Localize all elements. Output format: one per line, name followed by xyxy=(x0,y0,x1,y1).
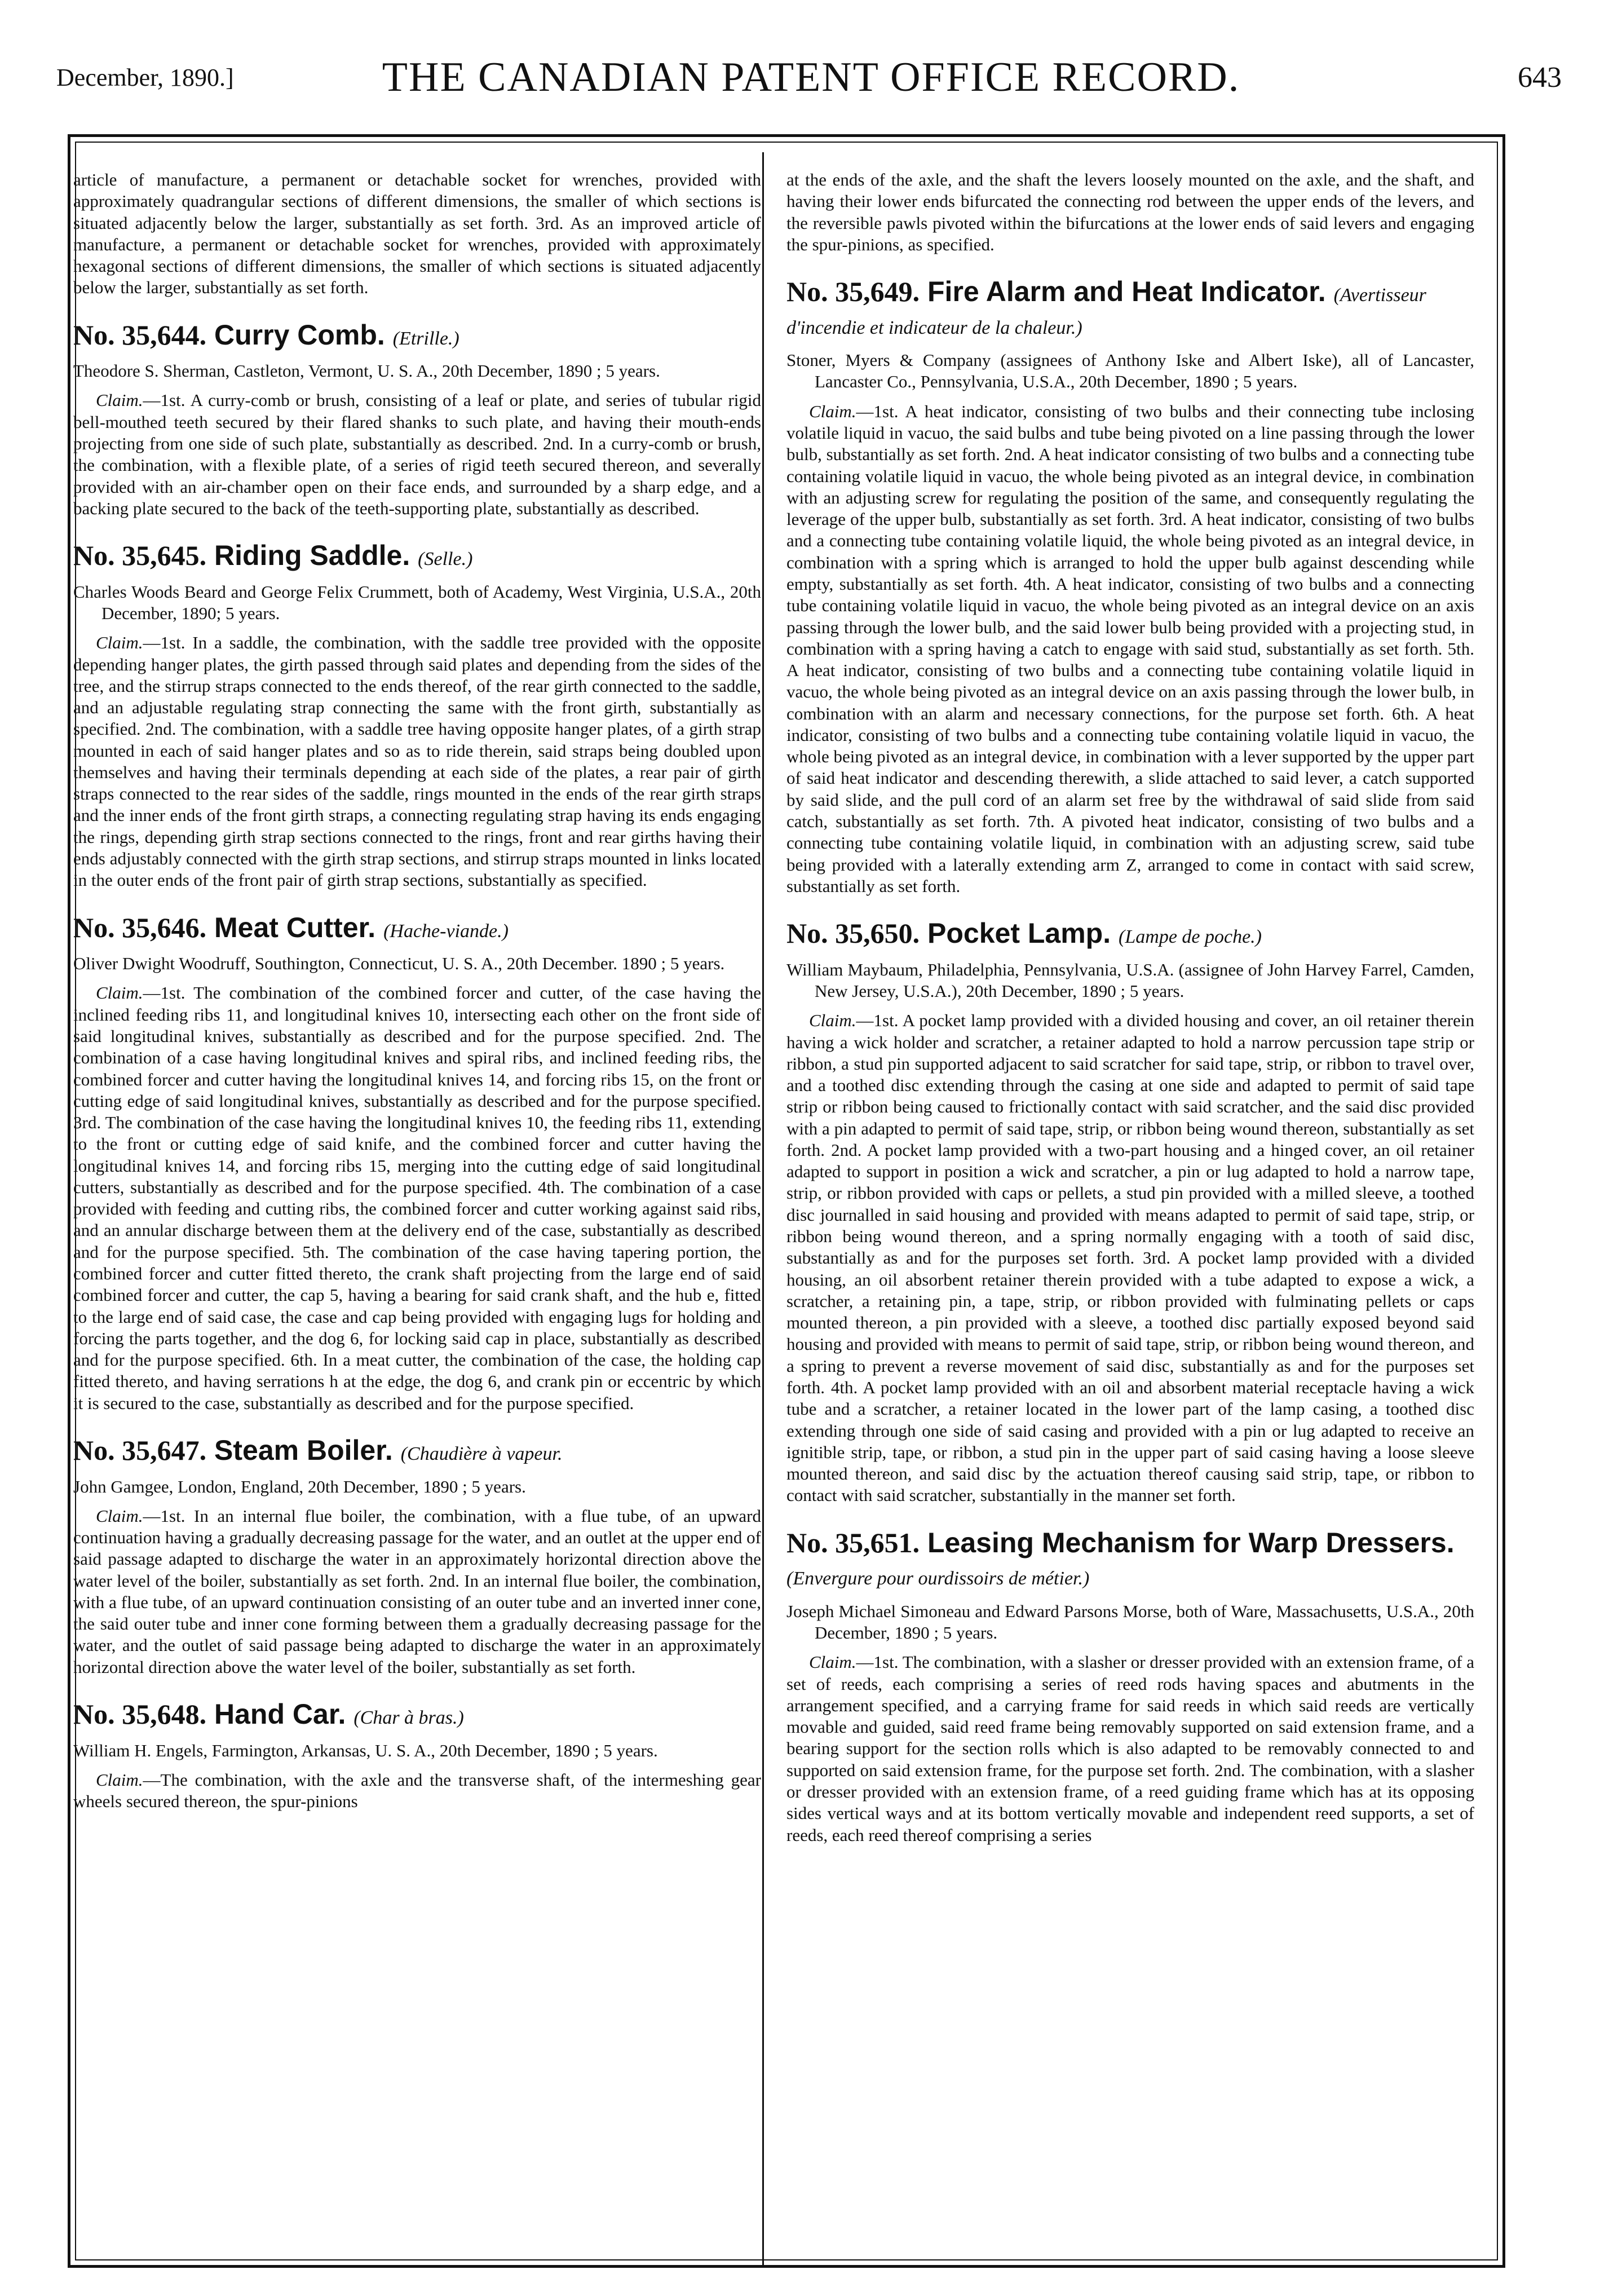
claim-label: Claim. xyxy=(809,401,856,421)
french-title: (Chaudière à vapeur. xyxy=(400,1443,563,1464)
claim-body: —1st. The combination, with a slasher or dresser provided with an extension frame, of a set of reeds, each comprising a series of reed rods having spaces and abutments in the arrangement specified, and a carrying frame for said reeds in which said reeds are vertically movable and guided, said reed frame being removably supported on said extension frame, and a bearing support for the section rolls which is also adapted to be removably connected to and supported on said extension frame, for the purpose set forth. 2nd. The combination, with a slasher or dresser provided with an extension frame, of a reed guiding frame which has at its opposing sides vertical ways and at its bottom vertically movable and independent reed supports, a set of reeds, each reed thereof comprising a series xyxy=(786,1652,1474,1845)
patent-heading-35648 xyxy=(73,1698,761,1731)
page-header xyxy=(0,0,1622,130)
patent-number: No. 35,645. xyxy=(73,540,207,572)
patentee: William H. Engels, Farmington, Arkansas, U. S. A., 20th December, 1890 ; 5 years. xyxy=(73,1740,658,1760)
patent-title: Meat Cutter. xyxy=(214,911,376,943)
patent-title: Riding Saddle. xyxy=(214,540,410,572)
left-column xyxy=(73,169,761,2261)
patent-heading-35650 xyxy=(786,917,1474,950)
claim-body: —1st. In an internal flue boiler, the combination, with a flue tube, of an upward continuation having a gradually decreasing passage for the water, and an outlet at the upper end of said passage adapted to discharge the water in an approximately horizontal direction above the water level of the boiler, substantially as set forth. 2nd. In an internal flue boiler, the combination, with a flue tube, of an upward continuation consisting of an outer tube and an inverted inner cone, the said outer tube and inner cone forming between them a gradually decreasing passage for the water, and the outlet of said passage being adapted to discharge the water in an approximately horizontal direction above the water level of the boiler, substantially as set forth. xyxy=(73,1505,761,1677)
patentee: Oliver Dwight Woodruff, Southington, Connecticut, U. S. A., 20th December. 1890 ; 5 years. xyxy=(73,953,725,974)
right-column xyxy=(786,169,1474,2261)
patent-heading-35645 xyxy=(73,540,761,572)
patentee: John Gamgee, London, England, 20th December, 1890 ; 5 years. xyxy=(73,1476,526,1496)
claim-text xyxy=(73,1769,761,1813)
patent-number: No. 35,651. xyxy=(786,1526,920,1558)
french-title: (Lampe de poche.) xyxy=(1119,926,1262,948)
claim-text xyxy=(786,1010,1474,1506)
continued-text: article of manufacture, a permanent or detachable socket for wrenches, provided with approximately quadrangular sections of different dimensions, the smaller of which sections is situated adjacently below the larger, substantially as set forth. 3rd. As an improved article of manufacture, a permanent or detachable socket for wrenches, provided with approximately hexagonal sections of different dimensions, the smaller of which sections is situated adjacently below the larger, substantially as set forth. xyxy=(73,170,761,298)
claim-body: —1st. The combination of the combined forcer and cutter, of the case having the inclined feeding ribs 11, and longitudinal knives 10, intersecting each other on the front side of said longitudinal knives, substantially as described and for the purpose specified. 2nd. The combination of a case having longitudinal knives and spiral ribs, and inclined feeding ribs, the combined forcer and cutter having the longitudinal knives 14, and forcing ribs 15, on the front or cutting edge of said longitudinal knives, substantially as described and for the purpose specified. 3rd. The combination of the case having the longitudinal knives 10, the feeding ribs 11, extending to the front or cutting edge of said knife, and the combined forcer and cutter having the longitudinal knives 14, and forcing ribs 15, merging into the cutting edge of said longitudinal cutters, substantially as described and for the purpose specified. 4th. The combination of a case provided with feeding and cutting ribs, the combined forcer and cutter working against said ribs, and an annular discharge between them at the delivery end of the case, substantially as described and for the purpose specified. 5th. The combination of the case having tapering portion, the combined forcer and cutter fitted thereto, the crank shaft projecting from the large end of said combined forcer and cutter, the cap 5, having a bearing for said crank shaft, and the hub e, fitted to the large end of said case, the case and cap being provided with engaging lugs for holding and forcing the parts together, and the dog 6, for locking said cap in place, substantially as described and for the purpose specified. 6th. In a meat cutter, the combination of the case, the holding cap fitted thereto, and having serrations h at the edge, the dog 6, and crank pin or eccentric by which it is secured to the case, substantially as described and for the purpose specified. xyxy=(73,983,761,1413)
patentee: Theodore S. Sherman, Castleton, Vermont, U. S. A., 20th December, 1890 ; 5 years. xyxy=(73,361,660,381)
claim-text xyxy=(73,1505,761,1678)
publication-title: THE CANADIAN PATENT OFFICE RECORD. xyxy=(382,54,1240,100)
french-title: (Hache-viande.) xyxy=(383,920,509,942)
french-title: (Envergure pour ourdissoirs de métier.) xyxy=(786,1568,1090,1589)
patent-heading-35646 xyxy=(73,912,761,944)
claim-label: Claim. xyxy=(96,983,143,1003)
patent-title: Leasing Mechanism for Warp Dressers. xyxy=(927,1526,1455,1558)
patent-title: Curry Comb. xyxy=(214,319,385,351)
claim-text xyxy=(786,1652,1474,1846)
french-title: (Avertisseur d'incendie et indicateur de la chaleur.) xyxy=(786,285,1426,338)
claim-body: —1st. A curry-comb or brush, consisting of a leaf or plate, and series of tubular rigid bell-mouthed teeth secured by their flared shanks to such plate, and having their mouth-ends projecting from one side of such plate, substantially as described. 2nd. In a curry-comb or brush, the combination, with a flexible plate, of a series of rigid teeth secured thereon, and severally provided with an air-chamber open on their face ends, and surrounded by a sharp edge, and a backing plate secured to the back of the teeth-supporting plate, substantially as described. xyxy=(73,390,761,518)
issue-date: December, 1890.] xyxy=(56,64,234,91)
claim-label: Claim. xyxy=(809,1010,856,1031)
claim-text xyxy=(73,982,761,1414)
claim-body: —1st. A heat indicator, consisting of two bulbs and their connecting tube inclosing volatile liquid in vacuo, the said bulbs and tube being pivoted on a line passing through the lower bulb, substantially as set forth. 2nd. A heat indicator consisting of two bulbs and a connecting tube containing volatile liquid in vacuo, the whole being pivoted as an integral device, in combination with an adjusting screw for regulating the position of the same, and consequently regulating the leverage of the upper bulb, substantially as set forth. 3rd. A heat indicator, consisting of two bulbs and a connecting tube containing volatile liquid, the whole being pivoted as an integral device, in combination with a spring which is arranged to hold the upper bulb against descending while empty, substantially as set forth. 4th. A heat indicator, consisting of two bulbs and a connecting tube containing volatile liquid in vacuo, the whole being pivoted as an integral device on an axis passing through the lower bulb, and the said lower bulb being provided with a projecting stud, in combination with a spring having a catch to engage with said stud, substantially as set forth. 5th. A heat indicator, consisting of two bulbs and a connecting tube containing volatile liquid in vacuo, the whole being pivoted as an integral device on an axis passing through the lower bulb, in combination with an alarm and necessary connections, for the purpose set forth. 6th. A heat indicator, consisting of two bulbs and a connecting tube containing volatile liquid in vacuo, the whole being pivoted as an integral device, in combination with a lever supported by the upper part of said heat indicator and descending therewith, a slide attached to said lever, a catch supported by said slide, and the pull cord of an alarm set free by the withdrawal of said slide from said catch, substantially as set forth. 7th. A pivoted heat indicator, consisting of two bulbs and a connecting tube containing volatile liquid, in combination with an adjusting screw, said tube being provided with a laterally extending arm Z, arranged to come in contact with said screw, substantially as set forth. xyxy=(786,401,1474,896)
claim-body: —The combination, with the axle and the transverse shaft, of the intermeshing gear wheels secured thereon, the spur-pinions xyxy=(73,1769,761,1812)
patentee: William Maybaum, Philadelphia, Pennsylvania, U.S.A. (assignee of John Harvey Farrel, Camden, New Jersey, U.S.A.), 20th December, 1890 ; 5 years. xyxy=(786,959,1474,1001)
patent-title: Fire Alarm and Heat Indicator. xyxy=(927,276,1326,308)
patentee: Joseph Michael Simoneau and Edward Parsons Morse, both of Ware, Massachusetts, U.S.A., 20th December, 1890 ; 5 years. xyxy=(786,1601,1474,1642)
claim-label: Claim. xyxy=(809,1652,856,1672)
claim-label: Claim. xyxy=(96,1769,143,1790)
patent-number: No. 35,647. xyxy=(73,1434,207,1466)
claim-text xyxy=(786,401,1474,897)
french-title: (Char à bras.) xyxy=(353,1707,464,1729)
french-title: (Selle.) xyxy=(418,549,473,570)
patent-number: No. 35,646. xyxy=(73,911,207,943)
patent-number: No. 35,648. xyxy=(73,1698,207,1730)
column-divider xyxy=(762,152,764,2266)
patent-heading-35651 xyxy=(786,1527,1474,1592)
claim-text xyxy=(73,390,761,519)
patentee: Stoner, Myers & Company (assignees of Anthony Iske and Albert Iske), all of Lancaster, Lancaster Co., Pennsylvania, U.S.A., 20th December, 1890 ; 5 years. xyxy=(786,350,1474,392)
claim-label: Claim. xyxy=(96,1505,143,1526)
patent-heading-35644 xyxy=(73,319,761,352)
patent-number: No. 35,649. xyxy=(786,276,920,308)
claim-body: —1st. In a saddle, the combination, with the saddle tree provided with the opposite depending hanger plates, the girth passed through said plates and depending from the sides of the tree, and the stirrup straps connected to the ends thereof, of the rear girth connected to the saddle, and an adjustable regulating strap connecting the same with the front girth, substantially as specified. 2nd. The combination, with a saddle tree having opposite hanger plates, of a girth strap mounted in each of said hanger plates and so as to ride therein, said straps being doubled upon themselves and having their terminals depending at each side of the plates, a rear pair of girth straps connected to the rear sides of the saddle, rings mounted in the ends of the rear girth straps and the inner ends of the front girth straps, a connecting regulating strap having its ends engaging the rings, depending girth strap sections connected to the rings, front and rear girths having their ends adjustably connected with the girth strap sections, and stirrup straps mounted in links located in the outer ends of the front pair of girth strap sections, substantially as specified. xyxy=(73,633,761,890)
patent-heading-35649 xyxy=(786,276,1474,341)
page-number: 643 xyxy=(1518,61,1562,94)
patent-heading-35647 xyxy=(73,1434,761,1467)
patent-title: Steam Boiler. xyxy=(214,1434,393,1466)
patent-title: Hand Car. xyxy=(214,1698,346,1730)
claim-body: —1st. A pocket lamp provided with a divided housing and cover, an oil retainer therein having a wick holder and scratcher, a retainer adapted to hold a narrow percussion tape strip or ribbon, a stud pin supported adjacent to said scratcher for said tape, strip, or ribbon to travel over, and a toothed disc extending through the casing at one side and adapted to permit of said tape strip or ribbon being caused to frictionally contact with said scratcher, and the said disc provided with a pin adapted to permit of said tape, strip, or ribbon being wound thereon, substantially as set forth. 2nd. A pocket lamp provided with a two-part housing and a hinged cover, an oil retainer adapted to support in position a wick and scratcher, a pin or lug adapted to hold a narrow tape, strip, or ribbon provided with caps or pellets, a stud pin provided with a milled sleeve, a toothed disc journalled in said housing and provided with means adapted to permit of said tape, strip, or ribbon being wound thereon, and a spring normally engaging with a tooth of said disc, substantially as and for the purposes set forth. 3rd. A pocket lamp provided with a divided housing, an oil absorbent retainer therein provided with a tube adapted to expose a wick, a scratcher, a retaining pin, a tape, strip, or ribbon provided with fulminating pellets or caps mounted thereon, a pin provided with a sleeve, a toothed disc partially exposed beyond said housing and provided with means to permit of said tape, strip, or ribbon being wound thereon, and a spring to prevent a reverse movement of said disc, substantially as and for the purposes set forth. 4th. A pocket lamp provided with an oil and absorbent material receptacle having a wick tube and a scratcher, a retainer located in the lower part of the lamp casing, a toothed disc extending through one side of said casing and provided with a pin or lug adapted to receive an ignitible strip, tape, or ribbon, a stud pin in the upper part of said casing having a loose sleeve mounted thereon, and said disc by the actuation thereof causing said strip, tape, or ribbon to contact with said scratcher, substantially in the manner set forth. xyxy=(786,1010,1474,1505)
patent-number: No. 35,644. xyxy=(73,319,207,351)
patentee: Charles Woods Beard and George Felix Crummett, both of Academy, West Virginia, U.S.A., 20th December, 1890; 5 years. xyxy=(73,581,761,623)
claim-label: Claim. xyxy=(96,390,143,410)
patent-title: Pocket Lamp. xyxy=(927,917,1111,950)
claim-label: Claim. xyxy=(96,633,143,653)
patent-number: No. 35,650. xyxy=(786,917,920,950)
claim-text xyxy=(73,632,761,891)
french-title: (Etrille.) xyxy=(392,328,459,349)
continued-text: at the ends of the axle, and the shaft the levers loosely mounted on the axle, and the shaft, and having their lower ends bifurcated the connecting rod between the upper ends of the levers, and the reversible pawls pivoted within the bifurcations at the lower ends of said levers and engaging the spur-pinions, as specified. xyxy=(786,170,1474,254)
